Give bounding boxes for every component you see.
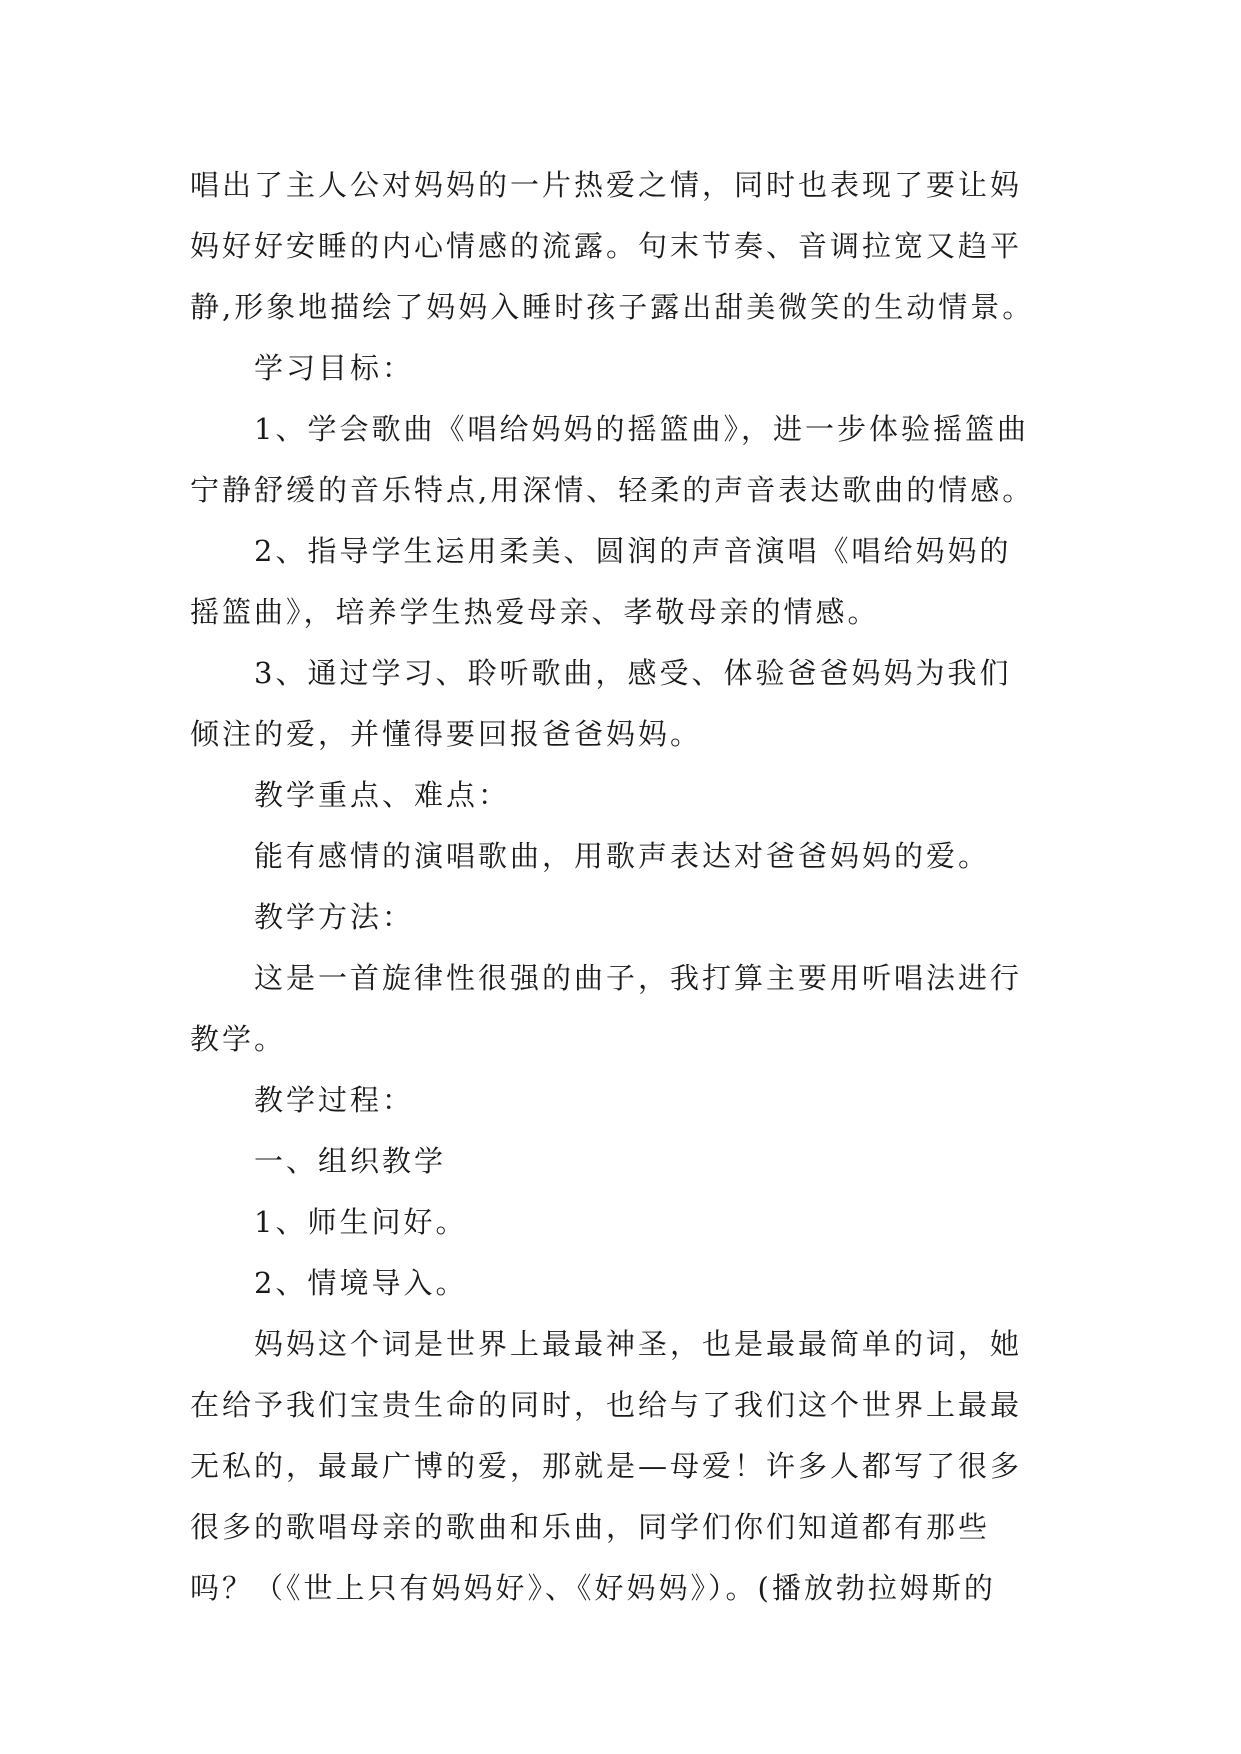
text-line: 静,形象地描绘了妈妈入睡时孩子露出甜美微笑的生动情景。 xyxy=(190,290,1035,324)
key-points-text: 能有感情的演唱歌曲，用歌声表达对爸爸妈妈的爱。 xyxy=(254,839,991,873)
text-line: 宁静舒缓的音乐特点,用深情、轻柔的声音表达歌曲的情感。 xyxy=(190,473,1035,507)
section-heading-process: 教学过程： xyxy=(254,1083,415,1117)
text-line: 很多的歌唱母亲的歌曲和乐曲，同学们你们知道都有那些 xyxy=(190,1510,991,1544)
text-line: 吗？（《世上只有妈妈好》、《好妈妈》）。(播放勃拉姆斯的 xyxy=(190,1571,996,1605)
process-step-1: 一、组织教学 xyxy=(254,1144,447,1178)
goal-item-1: 1、学会歌曲《唱给妈妈的摇篮曲》，进一步体验摇篮曲 xyxy=(254,412,1029,446)
section-heading-methods: 教学方法： xyxy=(254,900,415,934)
document-body xyxy=(190,155,1070,1619)
section-heading-learning-goals: 学习目标： xyxy=(254,351,415,385)
text-line: 唱出了主人公对妈妈的一片热爱之情，同时也表现了要让妈 xyxy=(190,168,1023,202)
text-line: 在给予我们宝贵生命的同时，也给与了我们这个世界上最最 xyxy=(190,1388,1023,1422)
text-line: 教学。 xyxy=(190,1022,287,1056)
methods-text: 这是一首旋律性很强的曲子，我打算主要用听唱法进行 xyxy=(254,961,1023,995)
process-substep-1: 1、师生问好。 xyxy=(254,1205,468,1239)
text-line: 摇篮曲》，培养学生热爱母亲、孝敬母亲的情感。 xyxy=(190,595,880,629)
process-substep-2: 2、情境导入。 xyxy=(254,1266,468,1300)
text-line: 无私的，最最广博的爱，那就是—母爱！许多人都写了很多 xyxy=(190,1449,1023,1483)
intro-paragraph: 妈妈这个词是世界上最最神圣，也是最最简单的词，她 xyxy=(254,1327,1023,1361)
text-line: 倾注的爱，并懂得要回报爸爸妈妈。 xyxy=(190,717,703,751)
text-line: 妈好好安睡的内心情感的流露。句末节奏、音调拉宽又趋平 xyxy=(190,229,1023,263)
goal-item-2: 2、指导学生运用柔美、圆润的声音演唱《唱给妈妈的 xyxy=(254,534,1012,568)
section-heading-key-points: 教学重点、难点： xyxy=(254,778,511,812)
goal-item-3: 3、通过学习、聆听歌曲，感受、体验爸爸妈妈为我们 xyxy=(254,656,1012,690)
